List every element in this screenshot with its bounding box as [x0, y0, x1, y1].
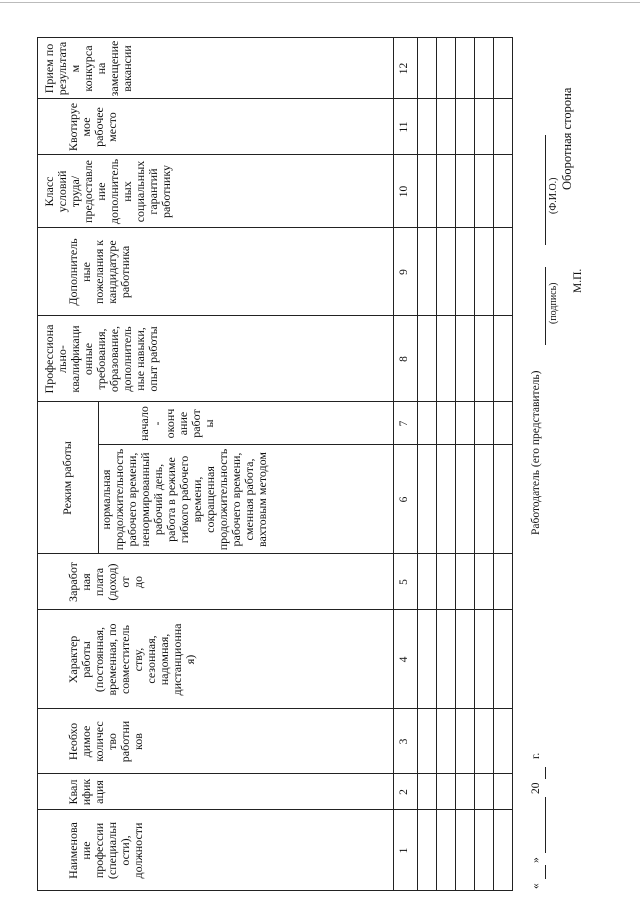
header-work-hours-type: нормальная продолжительность рабочего времени, ненормированный рабочий день, работа в режиме гибкого рабочего времени, сокращенная продолжительность рабочего времени, сменная работа, вахтовым методом — [99, 448, 269, 551]
date-year-prefix: 20 — [530, 782, 542, 794]
col-number-1: 1 — [398, 847, 410, 854]
date-year-line — [545, 767, 546, 779]
header-competition: Прием по результата м конкурса на замещение вакансии — [42, 40, 134, 97]
side-title: Оборотная сторона — [560, 87, 574, 190]
header-salary: Заработ ная плата (доход) от до — [66, 562, 145, 602]
col-number-10: 10 — [398, 185, 410, 198]
header-work-regime: Режим работы — [60, 441, 74, 515]
header-qualification: Квал ифик ация — [66, 778, 106, 806]
col-number-5: 5 — [398, 579, 410, 585]
header-quota: Квотируе мое рабочее место — [66, 102, 119, 152]
col-number-9: 9 — [398, 269, 410, 275]
header-work-type: Характер работы (постоянная, временная, по совместитель ству, сезонная, надомная, дистанционна я) — [66, 623, 197, 696]
signature-caption: (подпись) — [548, 282, 559, 324]
fio-line — [545, 135, 546, 245]
employer-label: Работодатель (его представитель) — [530, 370, 542, 535]
header-profession: Наименова ние профессии (специальн ости), должности — [66, 821, 145, 880]
col-number-7: 7 — [398, 420, 410, 427]
header-conditions-class: Класс условий труда/ предоставле ние дополнитель ных социальных гарантий работнику — [42, 158, 173, 225]
date-day-line — [545, 865, 546, 879]
header-work-start-end: начало - оконч ание работ ы — [137, 406, 216, 441]
col-number-11: 11 — [398, 121, 410, 133]
date-year-suffix: г. — [530, 752, 542, 759]
col-number-8: 8 — [398, 356, 410, 362]
header-wishes: Дополнитель ные пожелания к кандидатуре работника — [66, 238, 132, 306]
header-requirements: Профессиона льно- квалификаци онные требования, образование, дополнитель ные навыки, опыт работы — [42, 324, 160, 394]
header-workers-count: Необхо димое количес тво работни ков — [66, 720, 145, 763]
date-open-quote: « — [530, 883, 542, 889]
date-month-line — [545, 797, 546, 853]
vacancy-table — [37, 38, 512, 891]
col-number-2: 2 — [398, 789, 410, 795]
date-close-quote: » — [530, 857, 542, 863]
fio-caption: (Ф.И.О.) — [548, 177, 559, 214]
stamp-place-label: М.П. — [572, 268, 584, 293]
col-number-6: 6 — [398, 496, 410, 503]
col-number-4: 4 — [398, 656, 410, 663]
col-number-3: 3 — [398, 738, 410, 745]
col-number-12: 12 — [398, 62, 410, 75]
signature-line — [545, 267, 546, 345]
